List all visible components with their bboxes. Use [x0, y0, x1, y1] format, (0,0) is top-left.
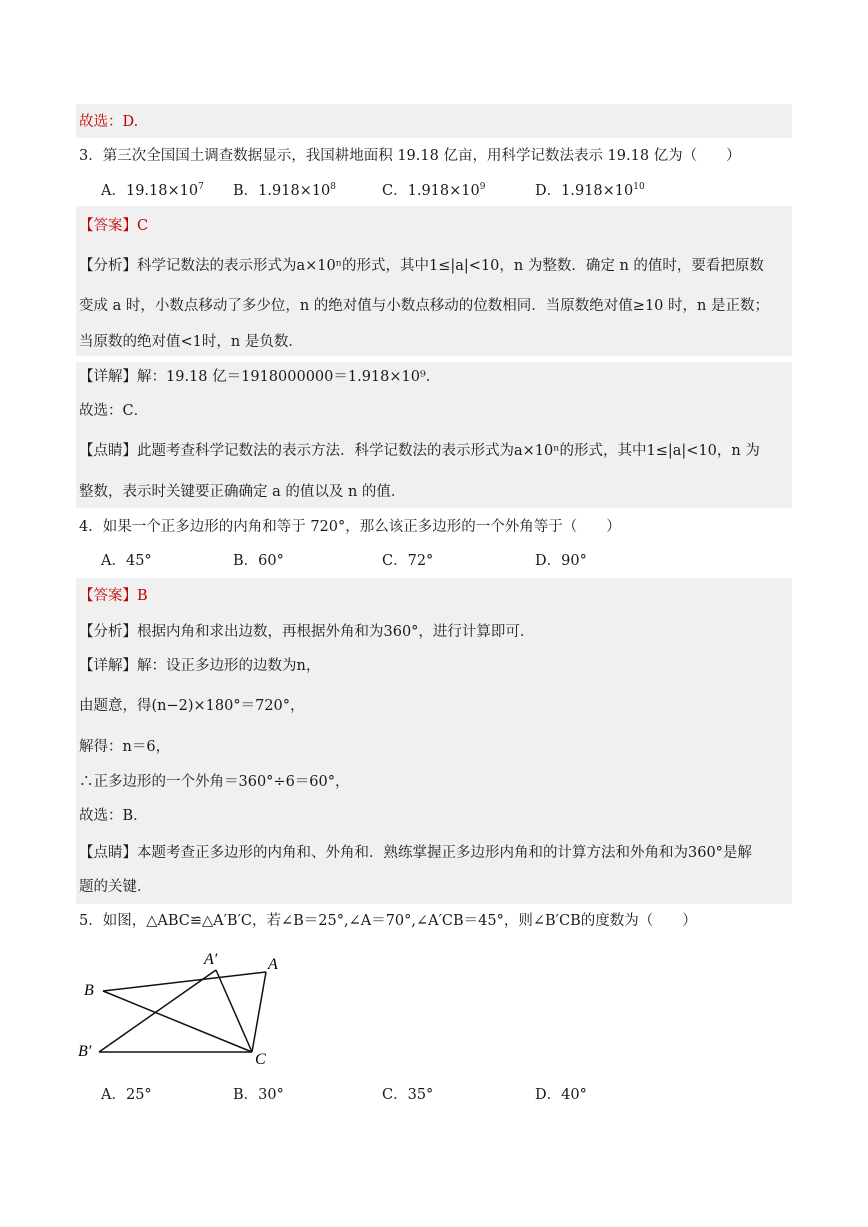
- segment-a-c: [252, 972, 266, 1052]
- q5-option-d-letter: D．: [535, 1087, 562, 1103]
- q4-choose: 故选：B．: [79, 808, 148, 824]
- q3-option-a-mantissa: 19.18×10: [125, 183, 199, 199]
- segment-b-a: [103, 972, 266, 991]
- q4-option-d-letter: D．: [535, 553, 562, 569]
- q3-option-a-exponent: 7: [198, 182, 204, 193]
- q3-choose: 故选：C．: [79, 403, 149, 419]
- q5-option-c-letter: C．: [382, 1087, 408, 1103]
- q3-option-c-mantissa: 1.918×10: [407, 183, 480, 199]
- q3-option-d: [535, 181, 645, 201]
- q5-triangle-figure: [70, 944, 290, 1074]
- q4-comment-line-1: 【点睛】本题考查正多边形的内角和、外角和．熟练掌握正多边形内角和的计算方法和外角和为360°是解: [79, 845, 752, 861]
- q5-option-d: [535, 1085, 587, 1105]
- q4-option-a-text: 45°: [125, 553, 152, 569]
- q4-option-c-text: 72°: [407, 553, 434, 569]
- q3-option-b-mantissa: 1.918×10: [258, 183, 331, 199]
- q3-option-c: [382, 181, 485, 201]
- q3-analysis-line-3: 当原数的绝对值<1时，n 是负数．: [79, 334, 303, 350]
- q5-option-c-text: 35°: [407, 1087, 434, 1103]
- q4-option-a: [101, 551, 152, 571]
- q3-option-d-exponent: 10: [633, 182, 645, 193]
- q3-option-a: [101, 181, 204, 201]
- q4-detail: 【详解】解：设正多边形的边数为n，: [79, 658, 321, 674]
- q4-stem: 4．如果一个正多边形的内角和等于 720°，那么该正多边形的一个外角等于（ ）: [79, 519, 621, 535]
- q3-comment-line-2: 整数，表示时关键要正确确定 a 的值以及 n 的值．: [79, 484, 406, 500]
- q4-analysis: 【分析】根据内角和求出边数，再根据外角和为360°，进行计算即可．: [79, 624, 535, 640]
- q4-step-1: 由题意，得(n−2)×180°＝720°，: [79, 698, 305, 714]
- q3-option-d-letter: D．: [535, 183, 562, 199]
- label-b: B: [84, 982, 94, 999]
- q3-analysis-line-2: 变成 a 时，小数点移动了多少位，n 的绝对值与小数点移动的位数相同．当原数绝对值≥10 时，n 是正数；: [79, 298, 769, 314]
- q3-option-b-letter: B．: [233, 183, 259, 199]
- prev-choose-line: 故选：D.: [79, 114, 139, 130]
- label-c: C: [255, 1051, 266, 1068]
- q3-analysis-line-1: 【分析】科学记数法的表示形式为a×10ⁿ的形式，其中1≤|a|<10，n 为整数．确定 n 的值时，要看把原数: [79, 258, 764, 274]
- label-a-prime: A′: [204, 951, 218, 968]
- q4-option-c: [382, 551, 433, 571]
- q4-option-d-text: 90°: [561, 553, 587, 569]
- label-b-prime: B′: [78, 1043, 92, 1060]
- q5-option-a-text: 25°: [125, 1087, 152, 1103]
- q3-option-c-exponent: 9: [479, 182, 486, 193]
- q4-step-2: 解得：n＝6，: [79, 739, 171, 755]
- q5-option-d-text: 40°: [561, 1087, 587, 1103]
- q5-option-a: [101, 1085, 152, 1105]
- q4-option-b-letter: B．: [233, 553, 259, 569]
- label-a: A: [268, 956, 278, 973]
- q4-step-3: ∴正多边形的一个外角＝360°÷6＝60°，: [79, 774, 350, 790]
- q4-option-d: [535, 551, 587, 571]
- q3-option-b: [233, 181, 336, 201]
- q4-option-b: [233, 551, 284, 571]
- q5-option-c: [382, 1085, 433, 1105]
- q4-comment-line-2: 题的关键．: [79, 879, 152, 895]
- answer-band-prev: [76, 104, 792, 138]
- q4-option-a-letter: A．: [101, 553, 126, 569]
- q4-answer: 【答案】B: [79, 588, 148, 604]
- q5-stem: 5．如图，△ABC≌△A′B′C，若∠B＝25°,∠A＝70°,∠A′CB＝45°，则∠B′CB的度数为（ ）: [79, 913, 697, 929]
- q3-comment-line-1: 【点睛】此题考查科学记数法的表示方法．科学记数法的表示形式为a×10ⁿ的形式，其中1≤|a|<10，n 为: [79, 443, 760, 459]
- q5-option-b: [233, 1085, 284, 1105]
- q3-option-c-letter: C．: [382, 183, 408, 199]
- q5-option-a-letter: A．: [101, 1087, 126, 1103]
- q4-option-b-text: 60°: [258, 553, 284, 569]
- q3-detail: 【详解】解：19.18 亿＝1918000000＝1.918×10⁹．: [79, 369, 441, 385]
- q5-option-b-letter: B．: [233, 1087, 259, 1103]
- q3-option-d-mantissa: 1.918×10: [561, 183, 634, 199]
- q3-option-b-exponent: 8: [330, 182, 337, 193]
- q3-answer: 【答案】C: [79, 218, 149, 234]
- segment-bprime-aprime: [99, 970, 216, 1052]
- q3-stem: 3．第三次全国国土调查数据显示，我国耕地面积 19.18 亿亩，用科学记数法表示 19.18 亿为（ ）: [79, 148, 741, 164]
- q3-option-a-letter: A．: [101, 183, 126, 199]
- q4-option-c-letter: C．: [382, 553, 408, 569]
- q5-option-b-text: 30°: [258, 1087, 284, 1103]
